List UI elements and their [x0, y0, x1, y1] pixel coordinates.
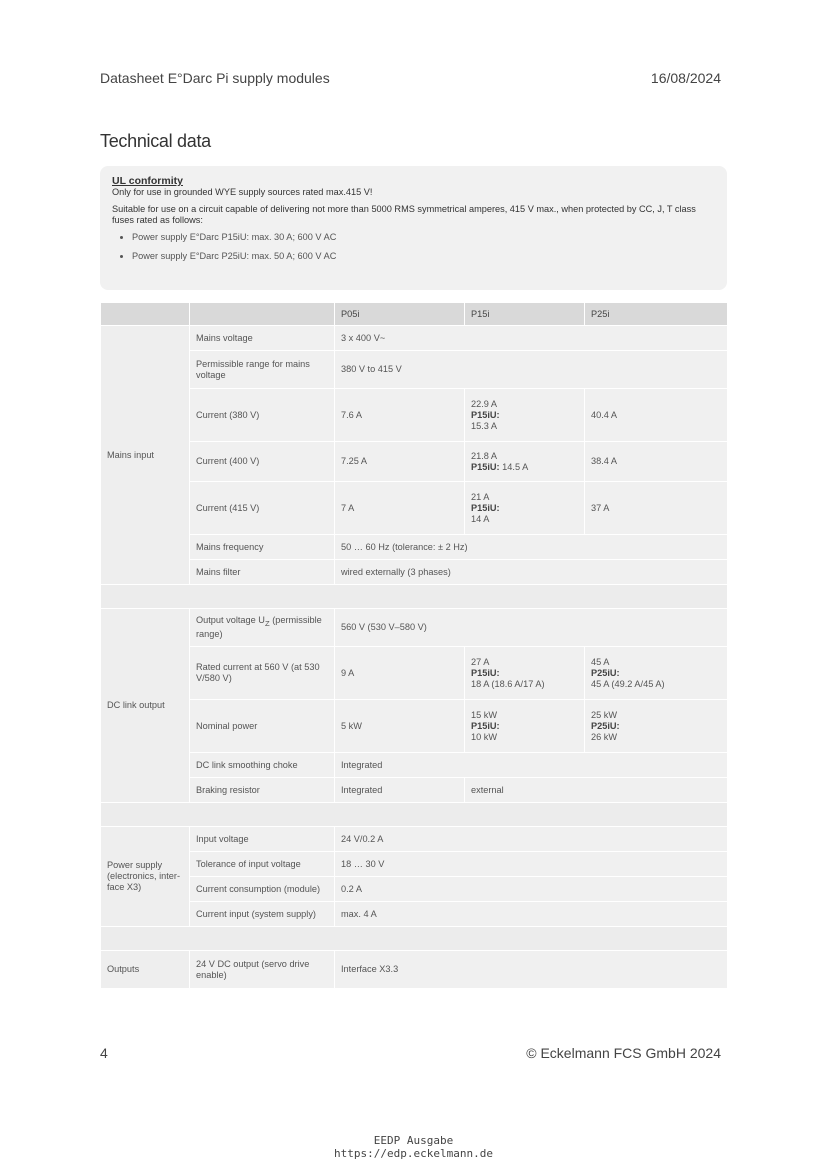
table-row [101, 326, 728, 351]
edition-stamp [0, 1134, 827, 1160]
row-label: Input voltage [190, 827, 335, 852]
table-row [101, 778, 728, 803]
cell-text: 25 kW [591, 709, 618, 720]
header-cell [190, 303, 335, 326]
header-p15i: P15i [465, 303, 585, 326]
technical-data-table [100, 302, 728, 989]
row-label: Rated current at 560 V (at 530 V/580 V) [190, 647, 335, 700]
table-row [101, 647, 728, 700]
cell-text: 26 kW [591, 731, 618, 742]
cell-value [585, 700, 728, 753]
cell-value: 7 A [335, 482, 465, 535]
cell-value: 7.25 A [335, 442, 465, 482]
cell-value [465, 482, 585, 535]
table-row [101, 753, 728, 778]
group-outputs: Outputs [101, 951, 190, 989]
stamp-line: EEDP Ausgabe [373, 1134, 454, 1147]
row-label: Tolerance of input voltage [190, 852, 335, 877]
ul-conformity-box [100, 166, 727, 290]
cell-value: 18 … 30 V [335, 852, 728, 877]
cell-value [465, 389, 585, 442]
table-row [101, 951, 728, 989]
row-label: Mains voltage [190, 326, 335, 351]
row-label: Current (380 V) [190, 389, 335, 442]
cell-text: 45 A (49.2 A/45 A) [591, 678, 665, 689]
group-mains-input: Mains input [101, 326, 190, 585]
group-dc-link-output: DC link output [101, 609, 190, 803]
table-row [101, 389, 728, 442]
cell-value: 38.4 A [585, 442, 728, 482]
cell-text: Output voltage U [196, 615, 265, 626]
cell-text: 22.9 A [471, 398, 498, 409]
variant-label: P25iU: [591, 667, 620, 678]
separator-row [101, 803, 728, 827]
subscript: Z [264, 618, 270, 628]
cell-text: 21.8 A [471, 450, 498, 461]
variant-label: P15iU: [471, 720, 500, 731]
variant-label: P15iU: [471, 409, 500, 420]
ul-fuse-note: Suitable for use on a circuit capable of delivering not more than 5000 RMS symmetrical amperes, 415 V max., when protected by CC, J, T class fuses rated as follows: [112, 204, 696, 225]
cell-value: 380 V to 415 V [335, 351, 728, 389]
list-item: • Power supply E°Darc P25iU: max. 50 A; 600 V AC [132, 251, 715, 262]
cell-text: 27 A [471, 656, 490, 667]
table-row [101, 560, 728, 585]
section-title: Technical data [100, 131, 211, 151]
ul-fuse-list [112, 232, 715, 262]
table-row [101, 535, 728, 560]
cell-text: 45 A [591, 656, 610, 667]
cell-text: 21 A [471, 491, 490, 502]
list-item: • Power supply E°Darc P15iU: max. 30 A; 600 V AC [132, 232, 715, 243]
cell-value [465, 700, 585, 753]
cell-value: wired externally (3 phases) [335, 560, 728, 585]
row-label: 24 V DC output (servo drive enable) [190, 951, 335, 989]
cell-value: 560 V (530 V–580 V) [335, 609, 728, 647]
document-date: 16/08/2024 [650, 70, 721, 86]
cell-value: Integrated [335, 778, 465, 803]
table-row [101, 351, 728, 389]
stamp-url: https://edp.eckelmann.de [334, 1147, 493, 1160]
document-title: Datasheet E°Darc Pi supply modules [100, 70, 330, 86]
cell-value: 3 x 400 V~ [335, 326, 728, 351]
row-label: DC link smoothing choke [190, 753, 335, 778]
cell-text: 14 A [471, 513, 490, 524]
cell-text: 14.5 A [502, 461, 529, 472]
separator-row [101, 927, 728, 951]
ul-wye-note: Only for use in grounded WYE supply sources rated max.415 V! [112, 187, 373, 197]
cell-value: 40.4 A [585, 389, 728, 442]
table-row [101, 482, 728, 535]
cell-value: 37 A [585, 482, 728, 535]
variant-label: P15iU: [471, 461, 500, 472]
ul-conformity-title: UL conformity [112, 175, 183, 187]
cell-value [465, 442, 585, 482]
row-label: Mains filter [190, 560, 335, 585]
cell-text: 15 kW [471, 709, 498, 720]
cell-value [585, 647, 728, 700]
cell-value: max. 4 A [335, 902, 728, 927]
header-cell [101, 303, 190, 326]
cell-value: 5 kW [335, 700, 465, 753]
cell-value: 7.6 A [335, 389, 465, 442]
cell-value: 24 V/0.2 A [335, 827, 728, 852]
row-label: Permissible range for mains voltage [190, 351, 335, 389]
row-label: Current input (system supply) [190, 902, 335, 927]
page-number: 4 [100, 1045, 108, 1061]
variant-label: P25iU: [591, 720, 620, 731]
cell-value: Interface X3.3 [335, 951, 728, 989]
table-row [101, 877, 728, 902]
copyright: © Eckelmann FCS GmbH 2024 [526, 1045, 721, 1061]
row-label: Braking resistor [190, 778, 335, 803]
cell-value: 50 … 60 Hz (tolerance: ± 2 Hz) [335, 535, 728, 560]
table-header-row [101, 303, 728, 326]
cell-text: (permissible range) [196, 615, 322, 639]
cell-value [465, 647, 585, 700]
group-power-supply: Power supply (electronics, inter-face X3) [101, 827, 190, 927]
row-label: Current (400 V) [190, 442, 335, 482]
cell-text: 15.3 A [471, 420, 498, 431]
table-row [101, 609, 728, 647]
variant-label: P15iU: [471, 502, 500, 513]
header-p05i: P05i [335, 303, 465, 326]
variant-label: P15iU: [471, 667, 500, 678]
cell-value: external [465, 778, 728, 803]
row-label: Nominal power [190, 700, 335, 753]
table-row [101, 442, 728, 482]
cell-value: 9 A [335, 647, 465, 700]
table-row [101, 700, 728, 753]
cell-value: 0.2 A [335, 877, 728, 902]
header-p25i: P25i [585, 303, 728, 326]
row-label: Current (415 V) [190, 482, 335, 535]
row-label [190, 609, 335, 647]
cell-value: Integrated [335, 753, 728, 778]
row-label: Mains frequency [190, 535, 335, 560]
cell-text: 18 A (18.6 A/17 A) [471, 678, 545, 689]
separator-row [101, 585, 728, 609]
table-row [101, 852, 728, 877]
cell-text: 10 kW [471, 731, 498, 742]
table-row [101, 902, 728, 927]
row-label: Current consumption (module) [190, 877, 335, 902]
table-row [101, 827, 728, 852]
